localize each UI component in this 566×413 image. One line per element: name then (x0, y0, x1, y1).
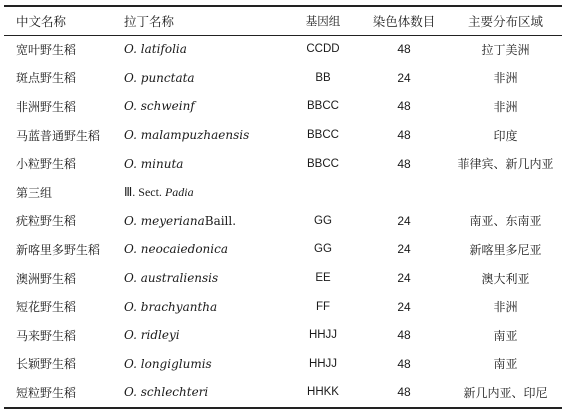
chinese-name-cell: 小粒野生稻 (16, 157, 77, 172)
header-genome: 基因组 (305, 16, 341, 28)
species-table (4, 7, 562, 407)
chinese-name-cell: 澳洲野生稻 (16, 271, 77, 286)
chromosome-count-cell: 48 (397, 128, 411, 143)
genome-cell: HHJJ (308, 329, 338, 342)
latin-name-cell (116, 121, 287, 150)
genome-cell: GG (314, 243, 332, 256)
table-row (4, 350, 562, 379)
distribution-cell: 非洲 (493, 71, 518, 86)
group-section-cell (116, 178, 562, 207)
header-distribution: 主要分布区域 (467, 14, 543, 29)
latin-name-cell (116, 235, 287, 264)
table-row (4, 121, 562, 150)
distribution-cell: 南亚 (493, 357, 518, 372)
chromosome-count-cell: 48 (397, 385, 411, 400)
chinese-name-cell: 宽叶野生稻 (16, 42, 77, 57)
distribution-cell: 新几内亚、印尼 (463, 385, 548, 400)
latin-binomial: O. minuta (124, 156, 184, 171)
distribution-cell: 澳大利亚 (481, 271, 530, 286)
latin-name-cell (116, 149, 287, 178)
group-row (4, 178, 562, 207)
distribution-cell: 新喀里多尼亚 (469, 242, 542, 257)
chromosome-count-cell: 24 (397, 70, 411, 85)
chromosome-count-cell: 48 (397, 156, 411, 171)
genome-cell: HHJJ (308, 357, 338, 370)
latin-binomial: O. meyeriana (124, 213, 205, 228)
latin-binomial: O. latifolia (124, 42, 187, 57)
latin-binomial: O. schweinf (124, 99, 195, 114)
latin-name-cell (116, 35, 287, 64)
distribution-cell: 拉丁美洲 (481, 42, 530, 57)
chromosome-count-cell: 48 (397, 99, 411, 114)
chinese-name-cell: 新喀里多野生稻 (16, 242, 101, 257)
chromosome-count-cell: 24 (397, 271, 411, 286)
chinese-name-cell: 短粒野生稻 (16, 385, 77, 400)
latin-binomial: O. ridleyi (124, 328, 180, 343)
distribution-cell: 印度 (493, 128, 518, 143)
genome-cell: BBCC (307, 129, 339, 142)
distribution-cell: 南亚 (493, 328, 518, 343)
genome-cell: FF (315, 300, 331, 313)
chinese-name-cell: 非洲野生稻 (16, 99, 77, 114)
latin-authority: Baill. (204, 213, 237, 228)
latin-binomial: O. longiglumis (124, 356, 212, 371)
genome-cell: HHKK (307, 386, 339, 399)
table-row (4, 292, 562, 321)
genome-cell: BB (315, 71, 331, 84)
latin-binomial: O. brachyantha (124, 299, 218, 314)
table-bottom-rule (4, 407, 562, 409)
header-latin-name: 拉丁名称 (124, 14, 175, 29)
latin-binomial: O. neocaiedonica (124, 242, 228, 257)
genome-cell: EE (315, 272, 331, 285)
table-row (4, 92, 562, 121)
latin-name-cell (116, 64, 287, 93)
chromosome-count-cell: 48 (397, 42, 411, 57)
distribution-cell: 非洲 (493, 300, 518, 315)
chinese-name-cell: 疣粒野生稻 (16, 214, 77, 229)
latin-name-cell (116, 207, 287, 236)
distribution-cell: 南亚、东南亚 (469, 214, 542, 229)
latin-binomial: O. australiensis (124, 271, 219, 286)
table-row (4, 64, 562, 93)
table-body (4, 35, 562, 407)
table-row (4, 35, 562, 64)
table-row (4, 149, 562, 178)
table-row (4, 321, 562, 350)
genome-cell: GG (314, 214, 332, 227)
latin-name-cell (116, 321, 287, 350)
latin-name-cell (116, 292, 287, 321)
chromosome-count-cell: 24 (397, 242, 411, 257)
chromosome-count-cell: 24 (397, 213, 411, 228)
table-row (4, 235, 562, 264)
chinese-name-cell: 斑点野生稻 (16, 71, 77, 86)
group-label: 第三组 (16, 185, 53, 200)
latin-binomial: O. punctata (124, 70, 195, 85)
group-section-prefix: Ⅲ. Sect. (124, 184, 165, 199)
header-chromosome-count: 染色体数目 (372, 15, 436, 29)
latin-name-cell (116, 264, 287, 293)
latin-binomial: O. schlechteri (124, 385, 209, 400)
table-row (4, 207, 562, 236)
header-row (4, 7, 562, 35)
group-section-name: Padia (164, 184, 194, 199)
table-row (4, 378, 562, 407)
latin-name-cell (116, 350, 287, 379)
chinese-name-cell: 短花野生稻 (16, 300, 77, 315)
latin-name-cell (116, 92, 287, 121)
chinese-name-cell: 马蓝普通野生稻 (16, 128, 101, 143)
latin-binomial: O. malampuzhaensis (124, 128, 250, 143)
table-row (4, 264, 562, 293)
genome-cell: CCDD (306, 43, 340, 56)
genome-cell: BBCC (307, 157, 339, 170)
distribution-cell: 菲律宾、新几内亚 (457, 157, 554, 172)
table-header (4, 7, 562, 35)
latin-name-cell (116, 378, 287, 407)
chinese-name-cell: 长颖野生稻 (16, 357, 77, 372)
chromosome-count-cell: 48 (397, 356, 411, 371)
genome-cell: BBCC (307, 100, 339, 113)
chromosome-count-cell: 48 (397, 328, 411, 343)
chinese-name-cell: 马来野生稻 (16, 328, 77, 343)
chromosome-count-cell: 24 (397, 299, 411, 314)
header-chinese-name: 中文名称 (16, 14, 67, 29)
distribution-cell: 非洲 (493, 99, 518, 114)
